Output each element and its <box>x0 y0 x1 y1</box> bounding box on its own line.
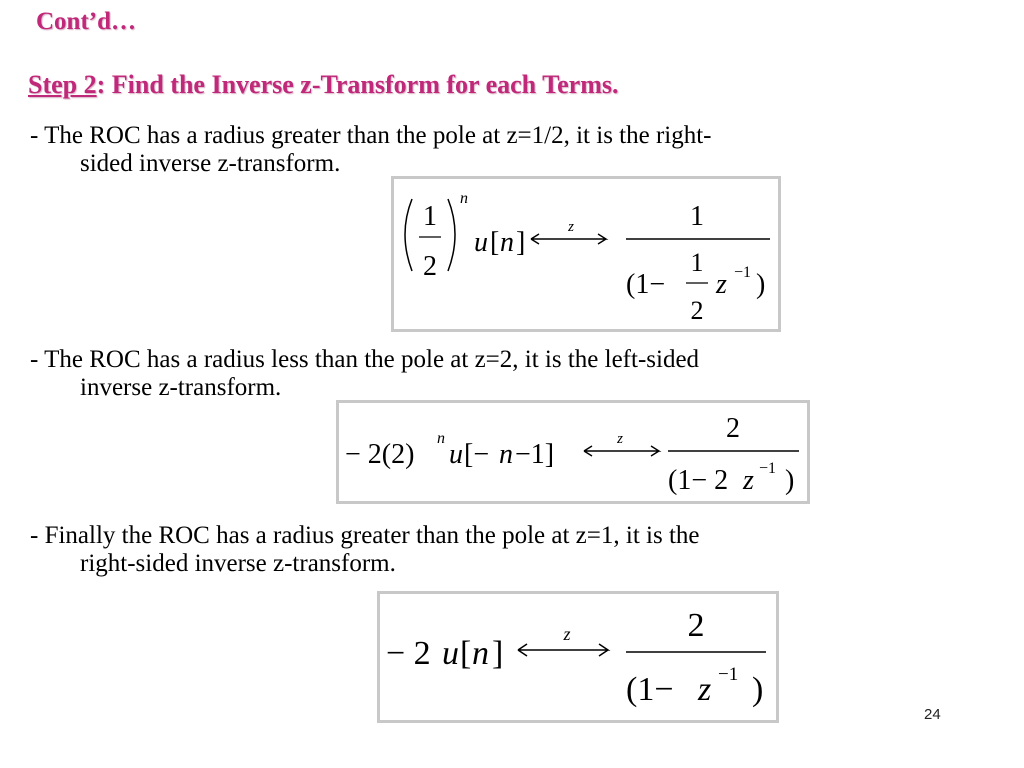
equation-1 <box>394 179 778 329</box>
rhs-exponent: −1 <box>718 664 739 685</box>
equation-2 <box>339 403 807 501</box>
close-bracket: ] <box>516 227 526 258</box>
equation-3 <box>380 594 776 720</box>
step-label: Step 2 <box>28 70 97 99</box>
index-n: n <box>500 227 514 258</box>
rhs-numerator: 2 <box>726 413 740 444</box>
open-bracket: [ <box>490 227 500 258</box>
z-transform-arrow <box>531 234 606 244</box>
paragraph-2 <box>30 346 960 402</box>
rhs-z: z <box>698 671 712 708</box>
inner-numerator: 1 <box>690 248 704 277</box>
unit-step-u: u <box>449 439 463 470</box>
bracket-minus: [− <box>464 439 490 470</box>
rhs-exponent: −1 <box>759 460 777 477</box>
paragraph-2-line-2: inverse z-transform. <box>80 374 282 401</box>
close-bracket: ] <box>492 635 504 672</box>
unit-step-u: u <box>474 227 488 258</box>
equation-box-1 <box>391 176 781 332</box>
exponent-n: n <box>460 190 468 207</box>
rhs-close: ) <box>785 465 795 496</box>
rhs-open: (1− 2 <box>668 465 729 496</box>
unit-step-u: u <box>442 635 459 672</box>
paragraph-1-line-2: sided inverse z-transform. <box>80 150 341 177</box>
equation-box-2 <box>336 400 810 504</box>
paragraph-1-line-1: - The ROC has a radius greater than the pole at z=1/2, it is the right- <box>30 122 712 149</box>
exponent-n: n <box>437 430 445 447</box>
lhs-coefficient: − 2 <box>386 635 431 672</box>
lhs-coefficient: − 2(2) <box>345 439 415 470</box>
right-paren <box>448 199 455 271</box>
left-paren <box>405 199 412 271</box>
rhs-z: z <box>743 465 754 496</box>
index-n: n <box>499 439 513 470</box>
paragraph-3-line-2: right-sided inverse z-transform. <box>80 550 396 577</box>
paragraph-3 <box>30 522 960 578</box>
slide-heading: Cont’d… <box>36 8 137 35</box>
rhs-open: (1− <box>626 269 666 300</box>
paragraph-1 <box>30 122 960 178</box>
arrow-z-label: z <box>563 624 571 644</box>
open-bracket: [ <box>460 635 472 672</box>
step-text: : Find the Inverse z-Transform for each Terms. <box>96 70 619 99</box>
frac-numerator: 1 <box>423 201 437 232</box>
rhs-z: z <box>716 269 727 300</box>
z-transform-arrow <box>584 446 659 456</box>
arrow-z-label: z <box>617 431 623 447</box>
arrow-z-label: z <box>568 219 574 235</box>
bracket-tail: −1] <box>515 439 555 470</box>
page-number: 24 <box>924 706 941 723</box>
equation-box-3 <box>377 591 779 723</box>
paragraph-2-line-1: - The ROC has a radius less than the pole at z=2, it is the left-sided <box>30 346 700 373</box>
frac-denominator: 2 <box>423 251 437 282</box>
index-n: n <box>472 635 489 672</box>
rhs-exponent: −1 <box>734 264 752 281</box>
rhs-numerator: 1 <box>690 201 704 232</box>
rhs-numerator: 2 <box>687 607 705 644</box>
rhs-open: (1− <box>626 671 674 708</box>
rhs-close: ) <box>752 671 764 708</box>
step-title <box>28 70 618 100</box>
z-transform-arrow <box>518 644 608 656</box>
inner-denominator: 2 <box>690 296 704 325</box>
rhs-close: ) <box>756 269 766 300</box>
paragraph-3-line-1: - Finally the ROC has a radius greater than the pole at z=1, it is the <box>30 522 700 549</box>
